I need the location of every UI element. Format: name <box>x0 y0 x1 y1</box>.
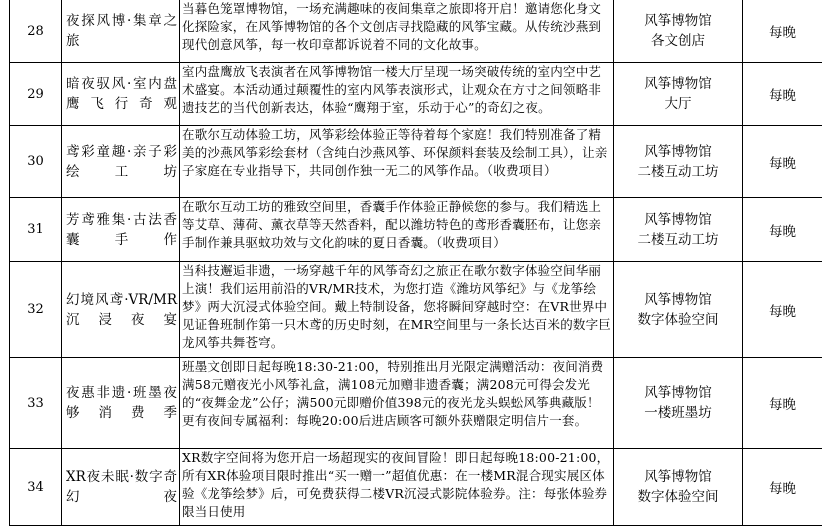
location-line-2: 二楼互动工坊 <box>614 162 742 182</box>
location-line-1: 风筝博物馆 <box>614 383 742 403</box>
activity-location <box>614 198 743 262</box>
row-number: 31 <box>10 198 62 262</box>
activity-description-cell <box>180 358 614 449</box>
activity-location <box>614 449 743 526</box>
table-row <box>10 63 822 126</box>
location-line-2: 数字体验空间 <box>614 487 742 507</box>
table-row <box>10 449 822 526</box>
row-number: 28 <box>10 0 62 63</box>
activity-description-cell <box>180 63 614 126</box>
table-row <box>10 198 822 262</box>
row-number: 32 <box>10 262 62 358</box>
activity-description: 当暮色笼罩博物馆，一场充满趣味的夜间集章之旅即将开启！邀请您化身文化探险家，在风筝博物馆的各个文创店寻找隐藏的风筝宝藏。从传统沙燕到现代创意风筝，每一枚印章都诉说着不同的文化故事。 <box>180 0 613 62</box>
table-row <box>10 126 822 198</box>
location-line-1: 风筝博物馆 <box>614 467 742 487</box>
activity-description-cell <box>180 262 614 358</box>
activity-time: 每晚 <box>743 63 822 126</box>
location-line-2: 大厅 <box>614 94 742 114</box>
activity-name: 芳鸢雅集·古法香囊手作 <box>62 198 180 262</box>
activity-name: 暗夜驭风·室内盘鹰飞行奇观 <box>62 63 180 126</box>
activity-time: 每晚 <box>743 262 822 358</box>
activity-time: 每晚 <box>743 358 822 449</box>
activity-description-cell <box>180 449 614 526</box>
activity-time: 每晚 <box>743 198 822 262</box>
activity-description: 在歌尔互动体验工坊，风筝彩绘体验正等待着每个家庭！我们特别准备了精美的沙燕风筝彩绘套材（含纯白沙燕风筝、环保颜料套装及绘制工具），让亲子家庭在专业指导下，共同创作独一无二的风筝作品。（收费项目） <box>180 126 613 197</box>
location-line-2: 各文创店 <box>614 31 742 51</box>
activity-description-cell <box>180 198 614 262</box>
activity-description: XR数字空间将为您开启一场超现实的夜间冒险！即日起每晚18:00-21:00，所有XR体验项目限时推出“买一赠一”超值优惠：在一楼MR混合现实展区体验《龙筝绘梦》后，可免费获得二楼VR沉浸式影院体验券。注：每张体验券限当日使用 <box>180 449 613 525</box>
location-line-1: 风筝博物馆 <box>614 74 742 94</box>
location-line-1: 风筝博物馆 <box>614 142 742 162</box>
activity-location <box>614 126 743 198</box>
activity-location <box>614 63 743 126</box>
location-line-1: 风筝博物馆 <box>614 11 742 31</box>
activity-location <box>614 358 743 449</box>
table-row <box>10 0 822 63</box>
activity-name: 鸢彩童趣·亲子彩绘工坊 <box>62 126 180 198</box>
activity-description: 室内盘鹰放飞表演者在风筝博物馆一楼大厅呈现一场突破传统的室内空中艺术盛宴。本活动通过颠覆性的室内风筝表演形式，让观众在方寸之间领略非遗技艺的当代创新表达，体验“鹰翔于室，乐动于心”的奇幻之夜。 <box>180 63 613 125</box>
activity-time: 每晚 <box>743 449 822 526</box>
activity-description: 在歌尔互动工坊的雅致空间里，香囊手作体验正静候您的参与。我们精选上等艾草、薄荷、薰衣草等天然香料，配以潍坊特色的鸢形香囊胚布，让您亲手制作兼具驱蚊功效与文化韵味的夏日香囊。（收费项目） <box>180 198 613 261</box>
row-number: 30 <box>10 126 62 198</box>
location-line-2: 二楼互动工坊 <box>614 230 742 250</box>
activity-name: 夜惠非遗·班墨夜够消费季 <box>62 358 180 449</box>
activity-time: 每晚 <box>743 0 822 63</box>
row-number: 29 <box>10 63 62 126</box>
activity-description: 当科技邂逅非遗，一场穿越千年的风筝奇幻之旅正在歌尔数字体验空间华丽上演！我们运用前沿的VR/MR技术，为您打造《潍坊风筝纪》与《龙筝绘梦》两大沉浸式体验空间。戴上特制设备，您将瞬间穿越时空：在VR世界中见证鲁班制作第一只木鸢的历史时刻，在MR空间里与一条长达百米的数字巨龙风筝共舞苍穹。 <box>180 262 613 357</box>
table-row <box>10 358 822 449</box>
activity-table <box>9 0 822 526</box>
activity-time: 每晚 <box>743 126 822 198</box>
location-line-2: 数字体验空间 <box>614 310 742 330</box>
location-line-1: 风筝博物馆 <box>614 290 742 310</box>
activity-name: 夜探风博·集章之旅 <box>62 0 180 63</box>
table-row <box>10 262 822 358</box>
activity-description-cell <box>180 126 614 198</box>
activity-name: XR夜未眠·数字奇幻夜 <box>62 449 180 526</box>
activity-location <box>614 262 743 358</box>
activity-description: 班墨文创即日起每晚18:30-21:00，特别推出月光限定满赠活动：夜间消费满58元赠夜光小风筝礼盒，满108元加赠非遗香囊；满208元可得会发光的“夜舞金龙”公仔；满500元即赠价值398元的夜光龙头蜈蚣风筝典藏版！更有夜间专属福利：每晚20:00后进店顾客可额外获赠限定明信片一套。 <box>180 358 613 448</box>
location-line-1: 风筝博物馆 <box>614 210 742 230</box>
activity-location <box>614 0 743 63</box>
activity-description-cell <box>180 0 614 63</box>
location-line-2: 一楼班墨坊 <box>614 403 742 423</box>
row-number: 34 <box>10 449 62 526</box>
row-number: 33 <box>10 358 62 449</box>
activity-name: 幻境风鸢·VR/MR沉浸夜宴 <box>62 262 180 358</box>
